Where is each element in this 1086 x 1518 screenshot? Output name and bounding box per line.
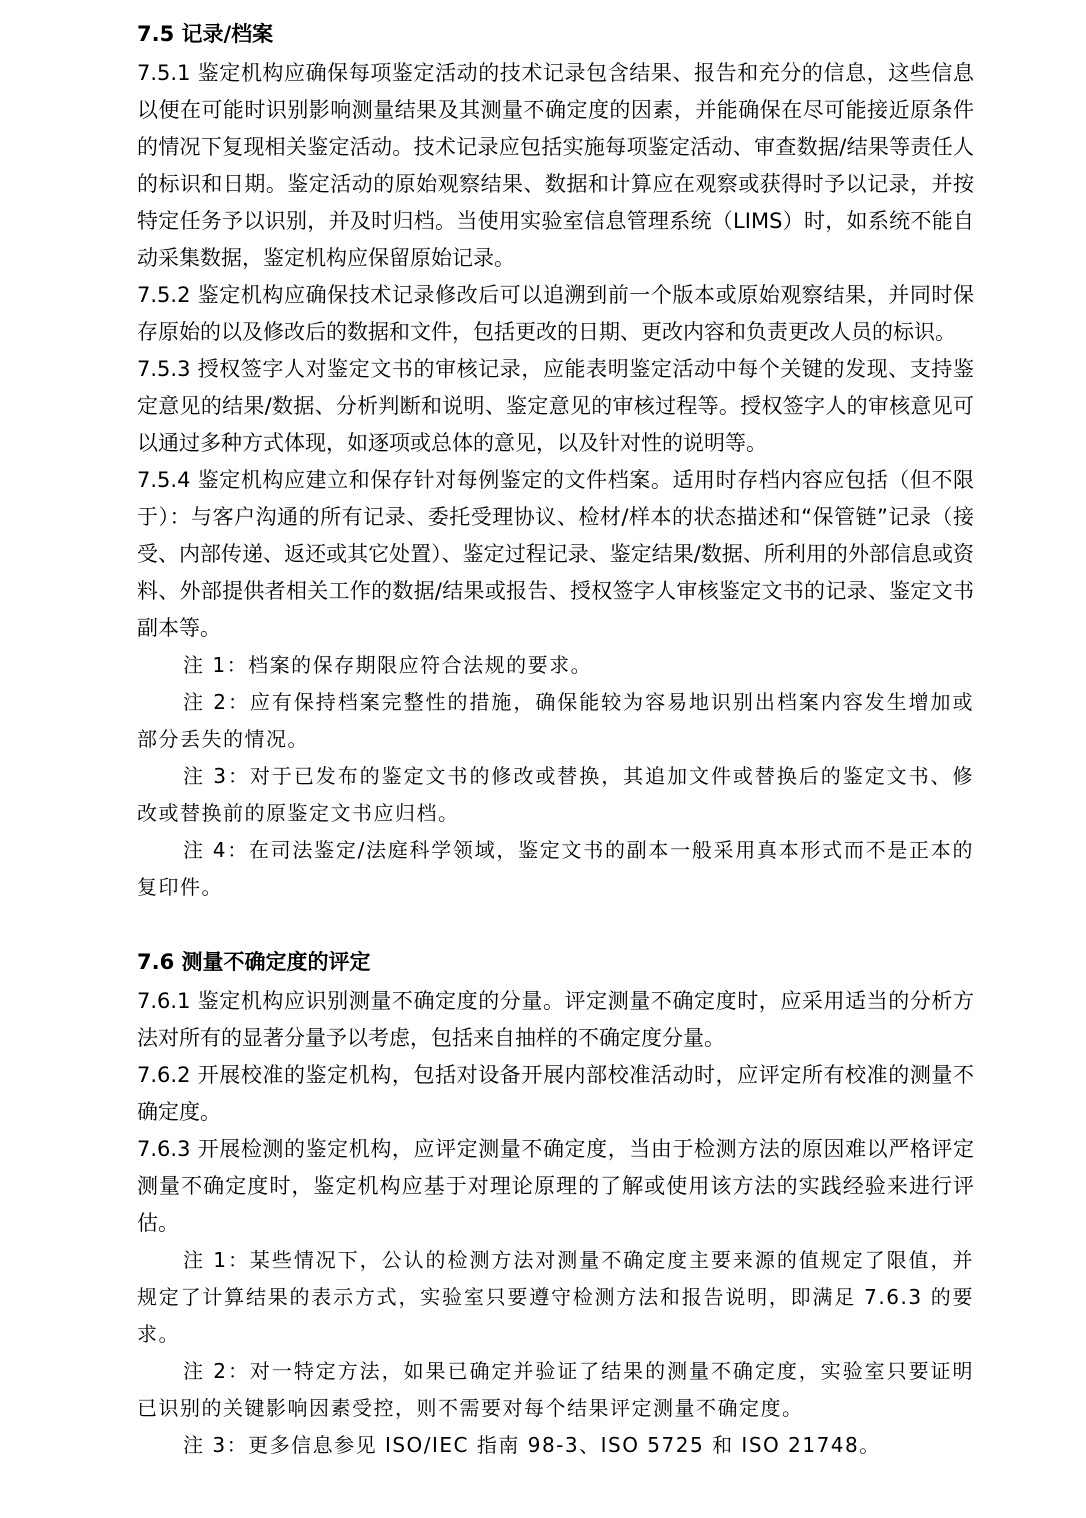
note-7-6-3: 注 3：更多信息参见 ISO/IEC 指南 98-3、ISO 5725 和 ISO 21748。 — [183, 1433, 881, 1457]
section-spacer — [137, 906, 974, 946]
section-heading-7-6: 7.6 测量不确定度的评定 — [137, 950, 371, 974]
clause-7-5-2: 7.5.2 鉴定机构应确保技术记录修改后可以追溯到前一个版本或原始观察结果，并同时保存原始的以及修改后的数据和文件，包括更改的日期、更改内容和负责更改人员的标识。 — [137, 283, 974, 344]
clause-7-5-3: 7.5.3 授权签字人对鉴定文书的审核记录，应能表明鉴定活动中每个关键的发现、支持鉴定意见的结果/数据、分析判断和说明、鉴定意见的审核过程等。授权签字人的审核意见可以通过多种方式体现，如逐项或总体的意见，以及针对性的说明等。 — [137, 357, 974, 455]
clause-7-5-4: 7.5.4 鉴定机构应建立和保存针对每例鉴定的文件档案。适用时存档内容应包括（但不限于）：与客户沟通的所有记录、委托受理协议、检材/样本的状态描述和“保管链”记录（接受、内部传递、返还或其它处置）、鉴定过程记录、鉴定结果/数据、所利用的外部信息或资料、外部提供者相关工作的数据/结果或报告、授权签字人审核鉴定文书的记录、鉴定文书副本等。 — [137, 468, 974, 640]
clause-7-5-1: 7.5.1 鉴定机构应确保每项鉴定活动的技术记录包含结果、报告和充分的信息，这些信息以便在可能时识别影响测量结果及其测量不确定度的因素，并能确保在尽可能接近原条件的情况下复现相关鉴定活动。技术记录应包括实施每项鉴定活动、审查数据/结果等责任人的标识和日期。鉴定活动的原始观察结果、数据和计算应在观察或获得时予以记录，并按特定任务予以识别，并及时归档。当使用实验室信息管理系统（LIMS）时，如系统不能自动采集数据，鉴定机构应保留原始记录。 — [137, 61, 974, 270]
clause-7-6-1: 7.6.1 鉴定机构应识别测量不确定度的分量。评定测量不确定度时，应采用适当的分析方法对所有的显著分量予以考虑，包括来自抽样的不确定度分量。 — [137, 989, 974, 1050]
note-7-5-3: 注 3：对于已发布的鉴定文书的修改或替换，其追加文件或替换后的鉴定文书、修改或替换前的原鉴定文书应归档。 — [137, 764, 974, 825]
section-heading-7-5: 7.5 记录/档案 — [137, 22, 274, 46]
note-7-6-1: 注 1：某些情况下，公认的检测方法对测量不确定度主要来源的值规定了限值，并规定了计算结果的表示方式，实验室只要遵守检测方法和报告说明，即满足 7.6.3 的要求。 — [137, 1248, 974, 1346]
note-7-5-1: 注 1：档案的保存期限应符合法规的要求。 — [183, 653, 593, 677]
clause-7-6-2: 7.6.2 开展校准的鉴定机构，包括对设备开展内部校准活动时，应评定所有校准的测量不确定度。 — [137, 1063, 974, 1124]
note-7-5-4: 注 4：在司法鉴定/法庭科学领域，鉴定文书的副本一般采用真本形式而不是正本的复印件。 — [137, 838, 974, 899]
clause-7-6-3: 7.6.3 开展检测的鉴定机构，应评定测量不确定度，当由于检测方法的原因难以严格评定测量不确定度时，鉴定机构应基于对理论原理的了解或使用该方法的实践经验来进行评估。 — [137, 1137, 974, 1235]
note-7-5-2: 注 2：应有保持档案完整性的措施，确保能较为容易地识别出档案内容发生增加或部分丢失的情况。 — [137, 690, 974, 751]
note-7-6-2: 注 2：对一特定方法，如果已确定并验证了结果的测量不确定度，实验室只要证明已识别的关键影响因素受控，则不需要对每个结果评定测量不确定度。 — [137, 1359, 974, 1420]
